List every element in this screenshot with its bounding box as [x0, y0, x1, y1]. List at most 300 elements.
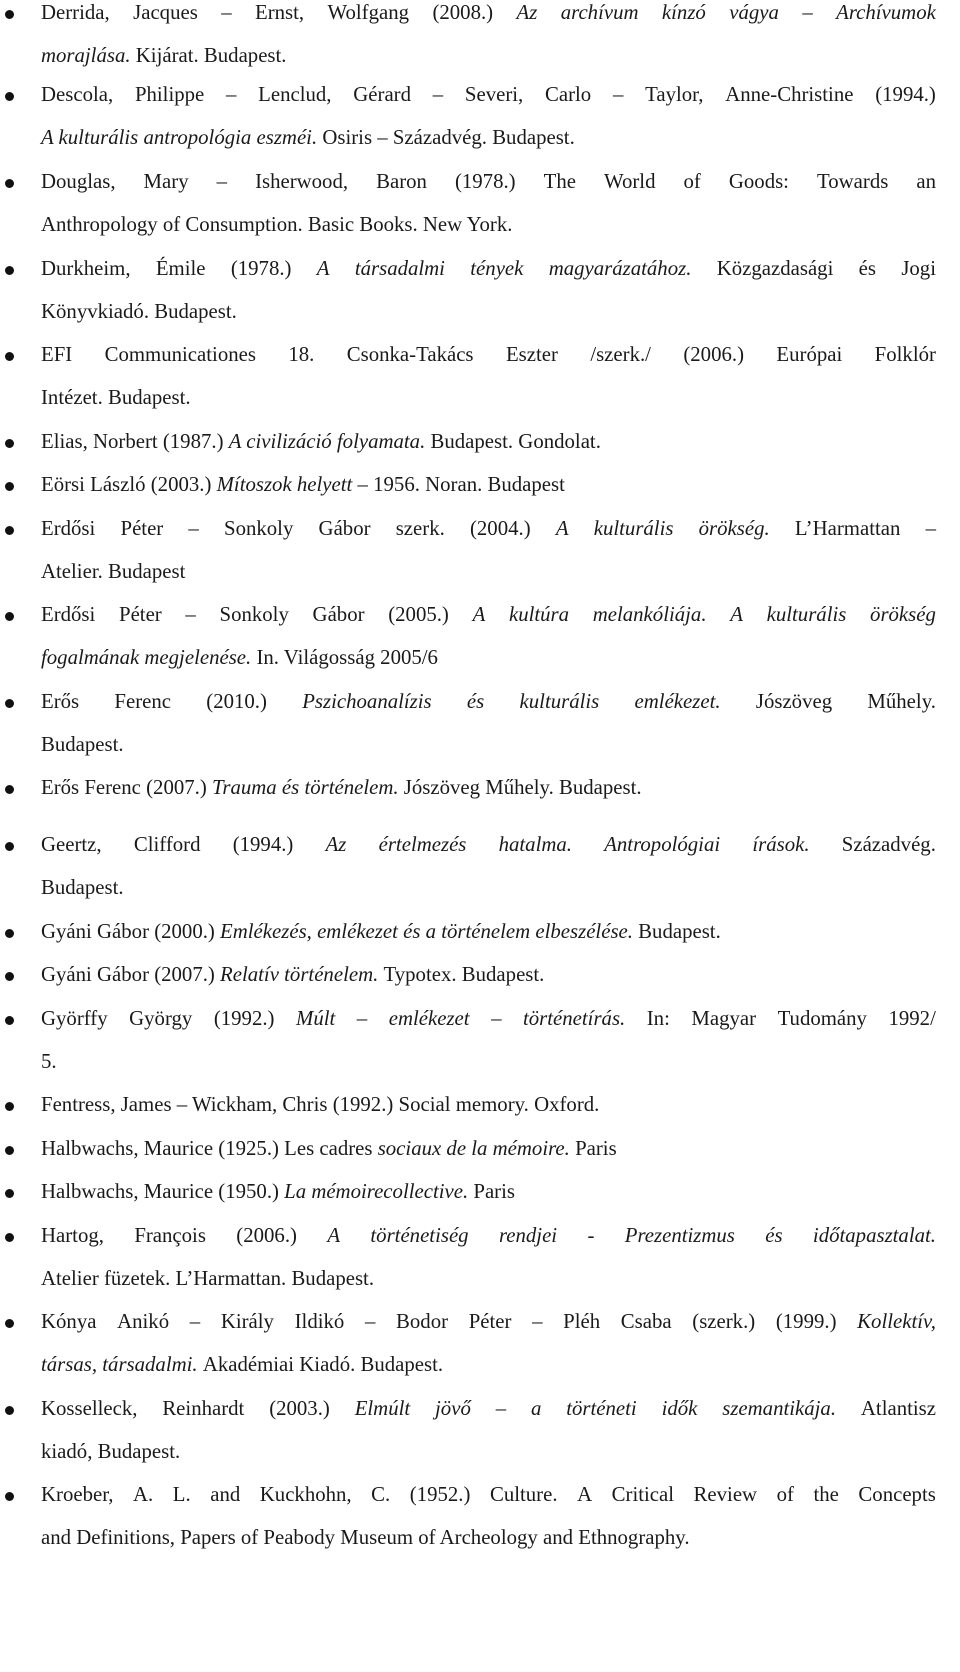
italic-word: –: [491, 1007, 502, 1030]
word: /szerk./: [590, 343, 651, 366]
word: François: [134, 1224, 206, 1247]
word: Péter: [119, 603, 162, 626]
word: Museum: [340, 1526, 419, 1549]
word: Norbert: [92, 430, 163, 453]
word: (2006.): [683, 343, 745, 366]
word: Budapest.: [360, 1353, 444, 1376]
word: Douglas,: [41, 170, 116, 193]
italic-word: antropológia: [143, 126, 257, 149]
word: Péter: [120, 517, 164, 540]
word: Budapest: [487, 473, 565, 496]
italic-word: értelmezés: [378, 833, 467, 856]
italic-word: A: [730, 603, 743, 626]
italic-word: kínzó: [661, 1, 706, 24]
word: Anikó: [117, 1310, 170, 1333]
italic-word: hatalma.: [498, 833, 572, 856]
word: Ferenc: [114, 690, 171, 713]
reference-line: [41, 80, 936, 110]
word: (1994.): [232, 833, 294, 856]
word: Reinhardt: [162, 1397, 245, 1420]
word: Eörsi: [41, 473, 91, 496]
word: L.: [172, 1483, 191, 1506]
italic-word: történelem: [441, 920, 536, 943]
word: Kosselleck,: [41, 1397, 138, 1420]
bullet-icon: [5, 439, 14, 448]
word: Budapest.: [291, 1267, 375, 1290]
word: Eszter: [505, 343, 558, 366]
reference-line: [41, 1480, 936, 1510]
reference-line: [41, 0, 936, 28]
italic-word: emlékezet.: [634, 690, 721, 713]
word: Műhely.: [867, 690, 936, 713]
bullet-icon: [5, 266, 14, 275]
word: Kónya: [41, 1310, 97, 1333]
reference-line: [41, 297, 936, 327]
word: Sonkoly: [224, 517, 294, 540]
word: Könyvkiadó.: [41, 300, 155, 323]
word: Kijárat.: [135, 44, 204, 67]
reference-line: [41, 427, 936, 457]
reference-line: [41, 1437, 936, 1467]
word: Halbwachs,: [41, 1180, 144, 1203]
word: Budapest.: [41, 876, 124, 899]
word: Világosság: [283, 646, 381, 669]
word: the: [813, 1483, 839, 1506]
word: L’Harmattan.: [175, 1267, 292, 1290]
word: Ildikó: [294, 1310, 345, 1333]
italic-word: kultúra: [508, 603, 570, 626]
word: Paris: [575, 1137, 617, 1160]
bullet-icon: [5, 482, 14, 491]
italic-word: Az: [516, 1, 538, 24]
word: Gábor: [312, 603, 365, 626]
word: Akadémiai: [202, 1353, 300, 1376]
word: –: [176, 1093, 192, 1116]
word: –: [612, 83, 624, 106]
italic-word: társadalmi.: [102, 1353, 203, 1376]
word: Jószöveg: [755, 690, 833, 713]
word: Közgazdasági: [716, 257, 834, 280]
word: (1952.): [409, 1483, 471, 1506]
italic-word: idők: [661, 1397, 698, 1420]
word: Clifford: [133, 833, 201, 856]
bullet-icon: [5, 92, 14, 101]
word: –: [364, 1310, 376, 1333]
italic-word: a: [530, 1397, 542, 1420]
reference-line: [41, 960, 936, 990]
word: (2005.): [388, 603, 449, 626]
word: and: [543, 1526, 579, 1549]
word: és: [858, 257, 876, 280]
bullet-icon: [5, 1233, 14, 1242]
italic-word: A: [41, 126, 59, 149]
word: Philippe: [134, 83, 205, 106]
italic-word: sociaux: [377, 1137, 447, 1160]
bullet-icon: [5, 929, 14, 938]
word: (2007.): [146, 776, 212, 799]
reference-line: [41, 1134, 936, 1164]
word: Budapest.: [203, 44, 287, 67]
word: Budapest.: [638, 920, 721, 943]
reference-line: [41, 643, 936, 673]
reference-line: [41, 123, 936, 153]
reference-line: [41, 1307, 936, 1337]
word: Erdősi: [41, 517, 96, 540]
word: Századvég.: [841, 833, 936, 856]
bullet-icon: [5, 1016, 14, 1025]
word: Intézet.: [41, 386, 108, 409]
italic-word: kulturális: [593, 517, 674, 540]
word: (1992.): [332, 1093, 399, 1116]
word: Budapest.: [430, 430, 519, 453]
italic-word: mémoire.: [492, 1137, 576, 1160]
word: New: [422, 213, 467, 236]
word: –: [357, 473, 374, 496]
word: –: [188, 517, 199, 540]
word: Durkheim,: [41, 257, 131, 280]
italic-word: -: [587, 1224, 595, 1247]
bullet-icon: [5, 526, 14, 535]
word: Lenclud,: [258, 83, 332, 106]
word: Gondolat.: [518, 430, 601, 453]
italic-word: Emlékezés,: [220, 920, 318, 943]
italic-word: vágya: [729, 1, 779, 24]
italic-word: Kollektív,: [857, 1310, 936, 1333]
word: (2003.): [150, 473, 217, 496]
italic-word: a: [425, 920, 442, 943]
reference-line: [41, 1221, 936, 1251]
reference-line: [41, 514, 936, 544]
word: Gábor: [97, 920, 155, 943]
word: füzetek.: [103, 1267, 176, 1290]
reference-line: [41, 210, 936, 240]
bullet-icon: [5, 612, 14, 621]
reference-line: [41, 383, 936, 413]
word: Budapest.: [107, 386, 191, 409]
bullet-icon: [5, 1319, 14, 1328]
word: C.: [371, 1483, 391, 1506]
word: Ferenc: [84, 776, 147, 799]
italic-word: történelem.: [304, 776, 404, 799]
italic-word: Az: [325, 833, 347, 856]
word: Budapest.: [492, 126, 575, 149]
italic-word: kulturális: [58, 126, 144, 149]
italic-word: A: [555, 517, 569, 540]
italic-word: jövő: [435, 1397, 471, 1420]
word: Anne-Christine: [725, 83, 854, 106]
word: –: [185, 603, 196, 626]
word: Goods:: [728, 170, 789, 193]
italic-word: A: [228, 430, 247, 453]
reference-line: [41, 687, 936, 717]
word: Review: [693, 1483, 758, 1506]
word: (1987.): [162, 430, 229, 453]
word: Osiris: [322, 126, 378, 149]
word: (1992.): [213, 1007, 275, 1030]
italic-word: történetiség: [370, 1224, 469, 1247]
word: –: [189, 1310, 201, 1333]
word: Ernst,: [255, 1, 305, 24]
word: Jószöveg: [403, 776, 486, 799]
word: World: [604, 170, 656, 193]
bullet-icon: [5, 1146, 14, 1155]
word: James: [120, 1093, 177, 1116]
word: Atelier.: [41, 560, 108, 583]
word: Folklór: [874, 343, 936, 366]
italic-word: A: [472, 603, 486, 626]
word: Bodor: [396, 1310, 449, 1333]
word: Budapest: [108, 560, 186, 583]
word: of: [418, 1526, 440, 1549]
italic-word: Pszichoanalízis: [302, 690, 432, 713]
word: Émile: [155, 257, 206, 280]
word: 18.: [288, 343, 315, 366]
word: (2010.): [206, 690, 267, 713]
word: (2006.): [236, 1224, 297, 1247]
word: Descola,: [41, 83, 114, 106]
bullet-icon: [5, 1102, 14, 1111]
reference-line: [41, 41, 936, 71]
italic-word: és: [466, 690, 485, 713]
bullet-icon: [5, 352, 14, 361]
word: an: [916, 170, 936, 193]
word: Peabody: [263, 1526, 341, 1549]
word: Budapest.: [461, 963, 545, 986]
word: (1950.): [218, 1180, 285, 1203]
word: –: [216, 170, 228, 193]
bullet-icon: [5, 1189, 14, 1198]
word: (2000.): [154, 920, 221, 943]
italic-word: társas,: [41, 1353, 103, 1376]
word: cadres: [319, 1137, 378, 1160]
italic-word: –: [495, 1397, 507, 1420]
italic-word: Trauma: [211, 776, 282, 799]
italic-word: rendjei: [498, 1224, 558, 1247]
word: Wolfgang: [327, 1, 410, 24]
word: Kiadó.: [299, 1353, 361, 1376]
word: Gyáni: [41, 963, 98, 986]
italic-word: helyett: [296, 473, 358, 496]
italic-word: örökség: [870, 603, 936, 626]
word: (1978.): [454, 170, 516, 193]
italic-word: La: [284, 1180, 312, 1203]
reference-line: [41, 557, 936, 587]
word: szerk.: [395, 517, 445, 540]
reference-line: [41, 1523, 936, 1553]
word: The: [543, 170, 576, 193]
word: Kroeber,: [41, 1483, 114, 1506]
word: Paris: [473, 1180, 515, 1203]
reference-line: [41, 1004, 936, 1034]
word: (1978.): [230, 257, 292, 280]
word: A.: [133, 1483, 154, 1506]
word: Baron: [376, 170, 427, 193]
word: (1999.): [775, 1310, 837, 1333]
word: (2008.): [432, 1, 494, 24]
word: Books.: [359, 213, 423, 236]
word: Atlantisz: [860, 1397, 936, 1420]
reference-line: [41, 600, 936, 630]
italic-word: történeti: [566, 1397, 637, 1420]
word: Gábor: [318, 517, 371, 540]
word: –: [925, 517, 936, 540]
italic-word: tények: [470, 257, 524, 280]
italic-word: la: [471, 1137, 493, 1160]
word: Jogi: [901, 257, 936, 280]
word: Tudomány: [777, 1007, 867, 1030]
italic-word: mémoirecollective.: [311, 1180, 474, 1203]
word: Oxford.: [534, 1093, 600, 1116]
reference-line: [41, 254, 936, 284]
italic-word: Mítoszok: [216, 473, 297, 496]
word: Archeology: [439, 1526, 544, 1549]
word: Culture.: [489, 1483, 558, 1506]
word: –: [532, 1310, 543, 1333]
word: Budapest.: [154, 300, 237, 323]
italic-word: örökség.: [698, 517, 770, 540]
word: Sonkoly: [219, 603, 289, 626]
word: László: [90, 473, 151, 496]
word: –: [432, 83, 444, 106]
reference-line: [41, 1047, 936, 1077]
word: 1956.: [373, 473, 426, 496]
word: Papers: [180, 1526, 241, 1549]
word: (szerk.): [692, 1310, 756, 1333]
word: Csonka-Takács: [346, 343, 474, 366]
italic-word: és: [281, 776, 305, 799]
word: Definitions,: [76, 1526, 181, 1549]
word: Fentress,: [41, 1093, 121, 1116]
word: Halbwachs,: [41, 1137, 144, 1160]
word: Chris: [282, 1093, 333, 1116]
word: of: [162, 213, 186, 236]
bullet-icon: [5, 179, 14, 188]
word: of: [683, 170, 701, 193]
word: Taylor,: [645, 83, 704, 106]
reference-line: [41, 1350, 936, 1380]
italic-word: fogalmának: [41, 646, 145, 669]
bullet-icon: [5, 699, 14, 708]
italic-word: de: [446, 1137, 472, 1160]
reference-line: [41, 773, 936, 803]
italic-word: időtapasztalat.: [812, 1224, 936, 1247]
word: Gérard: [353, 83, 411, 106]
word: Typotex.: [383, 963, 462, 986]
word: of: [240, 1526, 264, 1549]
word: Erdősi: [41, 603, 96, 626]
word: Anthropology: [41, 213, 163, 236]
word: 1992/: [888, 1007, 936, 1030]
italic-word: morajlása.: [41, 44, 136, 67]
italic-word: Antropológiai: [604, 833, 721, 856]
reference-line: [41, 1264, 936, 1294]
reference-line: [41, 830, 936, 860]
italic-word: –: [356, 1007, 368, 1030]
italic-word: Prezentizmus: [624, 1224, 735, 1247]
word: Atelier: [41, 1267, 104, 1290]
word: Magyar: [691, 1007, 757, 1030]
word: Maurice: [143, 1180, 219, 1203]
word: Wickham,: [191, 1093, 283, 1116]
reference-line: [41, 917, 936, 947]
word: 2005/6: [380, 646, 438, 669]
bullet-icon: [5, 10, 14, 19]
word: Isherwood,: [255, 170, 349, 193]
reference-line: [41, 730, 936, 760]
italic-word: melankóliája.: [592, 603, 707, 626]
word: In.: [256, 646, 284, 669]
word: (2003.): [269, 1397, 330, 1420]
word: Communicationes: [104, 343, 256, 366]
reference-line: [41, 167, 936, 197]
italic-word: kulturális: [519, 690, 600, 713]
word: (1925.): [218, 1137, 285, 1160]
word: Critical: [611, 1483, 675, 1506]
word: memory.: [455, 1093, 535, 1116]
italic-word: és: [765, 1224, 783, 1247]
word: Kuckhohn,: [259, 1483, 352, 1506]
italic-word: folyamata.: [336, 430, 431, 453]
word: Ethnography.: [578, 1526, 690, 1549]
word: Budapest.: [97, 1440, 181, 1463]
word: (2004.): [469, 517, 531, 540]
word: 5.: [41, 1050, 57, 1073]
reference-line: [41, 1177, 936, 1207]
word: (1994.): [875, 83, 936, 106]
word: Pléh: [563, 1310, 601, 1333]
word: –: [226, 83, 237, 106]
italic-word: társadalmi: [354, 257, 445, 280]
italic-word: Relatív: [220, 963, 285, 986]
italic-word: –: [802, 1, 813, 24]
word: Györffy: [41, 1007, 108, 1030]
italic-word: elbeszélése.: [535, 920, 639, 943]
italic-word: A: [316, 257, 330, 280]
word: Műhely.: [485, 776, 559, 799]
reference-line: [41, 1394, 936, 1424]
italic-word: történelem.: [284, 963, 384, 986]
bullet-icon: [5, 785, 14, 794]
italic-word: magyarázatához.: [548, 257, 692, 280]
word: Basic: [307, 213, 360, 236]
word: (2007.): [154, 963, 221, 986]
italic-word: archívum: [560, 1, 639, 24]
word: In:: [646, 1007, 670, 1030]
word: Erős: [41, 776, 85, 799]
word: Jacques: [133, 1, 198, 24]
word: György: [129, 1007, 193, 1030]
word: Budapest.: [558, 776, 642, 799]
word: Towards: [817, 170, 889, 193]
reference-line: [41, 340, 936, 370]
reference-line: [41, 1090, 936, 1120]
word: Social: [398, 1093, 456, 1116]
word: Péter: [468, 1310, 512, 1333]
italic-word: Múlt: [296, 1007, 336, 1030]
italic-word: A: [327, 1224, 341, 1247]
word: Carlo: [545, 83, 592, 106]
italic-word: emlékezet: [317, 920, 404, 943]
word: Európai: [776, 343, 843, 366]
italic-word: írások.: [752, 833, 810, 856]
italic-word: megjelenése.: [144, 646, 257, 669]
word: Derrida,: [41, 1, 110, 24]
word: and: [41, 1526, 77, 1549]
word: Mary: [143, 170, 189, 193]
word: Consumption.: [185, 213, 308, 236]
word: Maurice: [143, 1137, 219, 1160]
word: Geertz,: [41, 833, 102, 856]
